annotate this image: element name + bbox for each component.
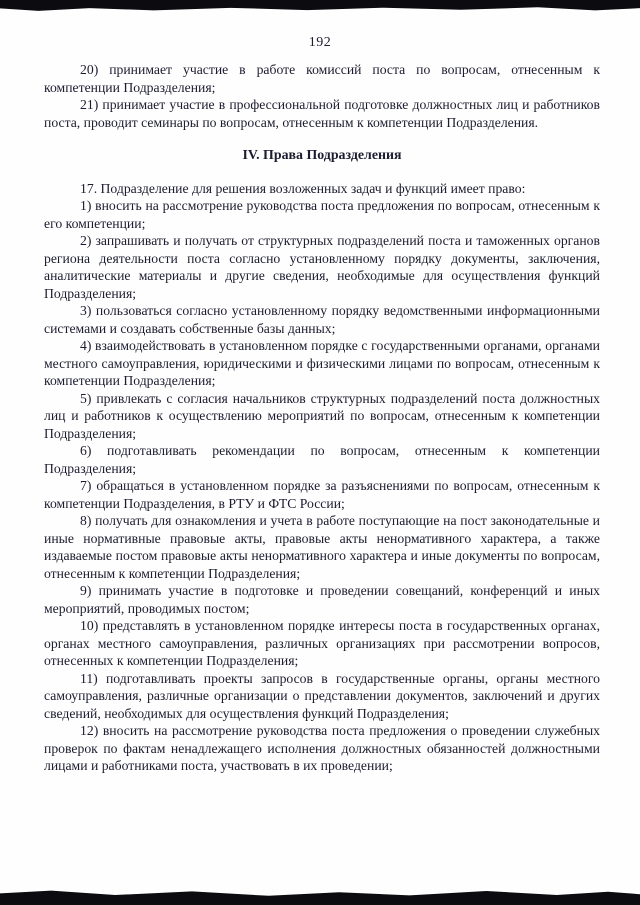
paragraph-item-5: 5) привлекать с согласия начальников структурных подразделений поста должностных лиц и работников к осуществлению мероприятий по вопросам, отнесенным к компетенции Подразделения; xyxy=(44,390,600,441)
paragraph-item-11: 11) подготавливать проекты запросов в государственные органы, органы местного самоуправления, различные организации о представлении документов, заключений и других сведений, необходимых для осуществления функций Подразделения; xyxy=(44,670,600,721)
paragraph-17: 17. Подразделение для решения возложенных задач и функций имеет право: xyxy=(80,180,526,196)
paragraph-item-4: 4) взаимодействовать в установленном порядке с государственными органами, органами местного самоуправления, юридическими и физическими лицами по вопросам, отнесенным к компетенции Подразделения; xyxy=(44,338,600,388)
document-content xyxy=(44,61,600,775)
paragraph-20: 20) принимает участие в работе комиссий поста по вопросам, отнесенным к компетенции Подразделения; xyxy=(44,62,600,95)
paragraph-21: 21) принимает участие в профессиональной подготовке должностных лиц и работников поста, проводит семинары по вопросам, отнесенным к компетенции Подразделения. xyxy=(44,97,600,130)
paragraph-item-6: 6) подготавливать рекомендации по вопросам, отнесенным к компетенции Подразделения; xyxy=(44,443,600,476)
paragraph-item-3: 3) пользоваться согласно установленному порядку ведомственными информационными системами и создавать собственные базы данных; xyxy=(44,303,600,336)
paragraph-item-8: 8) получать для ознакомления и учета в работе поступающие на пост законодательные и иные нормативные правовые акты, правовые акты ненормативного характера, а также издаваемые постом правовые акты ненормативного характера и иные документы по вопросам, отнесенным к компетенции Подразделения; xyxy=(44,513,600,581)
paragraph-item-9: 9) принимать участие в подготовке и проведении совещаний, конференций и иных мероприятий, проводимых постом; xyxy=(44,583,600,616)
paragraph-item-10: 10) представлять в установленном порядке интересы поста в государственных органах, органах местного самоуправления, различных организациях при рассмотрении вопросов, отнесенных к компетенции Подразделения; xyxy=(44,618,600,668)
section-heading: IV. Права Подразделения xyxy=(242,148,402,163)
paragraph-item-7: 7) обращаться в установленном порядке за разъяснениями по вопросам, отнесенным к компетенции Подразделения, в РТУ и ФТС России; xyxy=(44,478,600,511)
scan-artifact-top xyxy=(0,0,640,14)
scan-artifact-bottom xyxy=(0,885,640,905)
paragraph-item-1: 1) вносить на рассмотрение руководства поста предложения по вопросам, отнесенным к его компетенции; xyxy=(44,198,600,231)
paragraph-item-2: 2) запрашивать и получать от структурных подразделений поста и таможенных органов региона деятельности поста согласно установленному порядку документы, заключения, аналитические материалы и другие сведения, необходимые для осуществления функций Подразделения; xyxy=(44,233,600,301)
page-number: 192 xyxy=(308,35,332,50)
paragraph-item-12: 12) вносить на рассмотрение руководства поста предложения о проведении служебных проверок по фактам ненадлежащего исполнения должностных обязанностей должностными лицами и работниками поста, участвовать в их проведении; xyxy=(44,723,600,773)
